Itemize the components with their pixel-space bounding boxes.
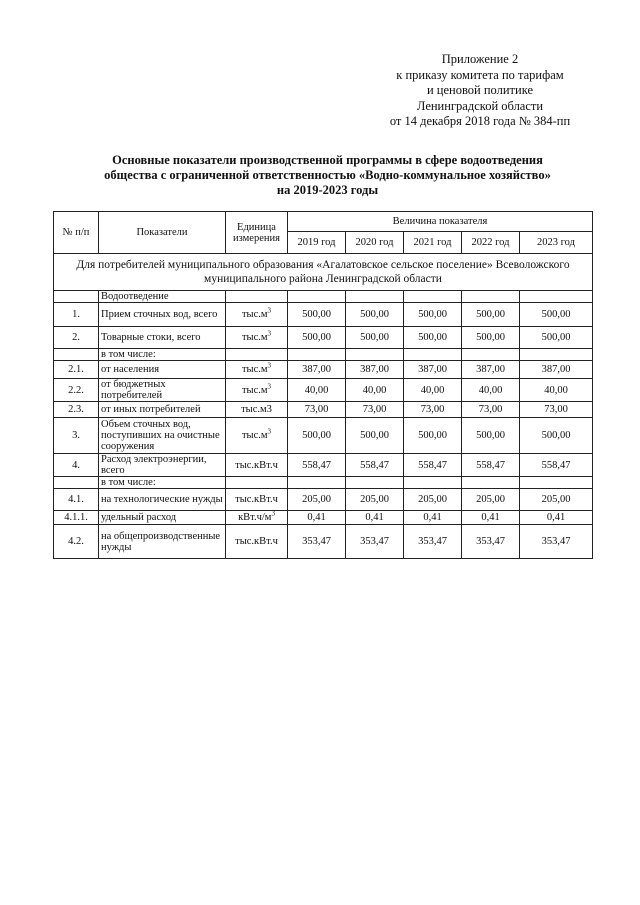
- row-value: 500,00: [520, 327, 593, 349]
- row-indicator: на технологические нужды: [99, 489, 226, 511]
- row-unit: [226, 349, 288, 361]
- row-value: [346, 477, 404, 489]
- row-value: 40,00: [288, 379, 346, 402]
- row-value: 500,00: [520, 303, 593, 327]
- row-value: 387,00: [462, 361, 520, 379]
- row-value: [346, 291, 404, 303]
- row-value: 500,00: [462, 418, 520, 454]
- unit-text: тыс.м: [241, 430, 268, 441]
- row-num: [54, 349, 99, 361]
- group-title: Для потребителей муниципального образования «Агалатовское сельское поселение» Всеволожского муниципального района Ленинградской области: [54, 254, 593, 291]
- unit-superscript: 3: [267, 361, 272, 370]
- header-value-group: Величина показателя: [288, 212, 593, 232]
- appendix-block: [360, 52, 600, 130]
- row-indicator: Расход электроэнергии, всего: [99, 454, 226, 477]
- row-value: [462, 291, 520, 303]
- row-value: [404, 349, 462, 361]
- row-indicator: Водоотведение: [99, 291, 226, 303]
- row-value: 500,00: [404, 303, 462, 327]
- row-num: 2.3.: [54, 402, 99, 418]
- unit-text: тыс.кВт.ч: [235, 459, 278, 471]
- row-value: 0,41: [346, 511, 404, 525]
- row-num: 2.: [54, 327, 99, 349]
- row-value: 353,47: [520, 525, 593, 559]
- appendix-line: Приложение 2: [441, 52, 519, 66]
- row-value: 73,00: [462, 402, 520, 418]
- header-year: 2022 год: [462, 232, 520, 254]
- row-value: 353,47: [404, 525, 462, 559]
- header-year: 2023 год: [520, 232, 593, 254]
- table-row: [54, 349, 593, 361]
- header-year: 2021 год: [404, 232, 462, 254]
- row-unit: [226, 489, 288, 511]
- table-row: [54, 477, 593, 489]
- row-value: [462, 477, 520, 489]
- appendix-line: к приказу комитета по тарифам: [396, 67, 564, 82]
- unit-superscript: 3: [267, 329, 272, 338]
- unit-text: тыс.м: [241, 309, 268, 320]
- unit-text: тыс.м3: [241, 404, 272, 415]
- row-num: [54, 477, 99, 489]
- row-value: [520, 291, 593, 303]
- row-value: [404, 477, 462, 489]
- header-year: 2019 год: [288, 232, 346, 254]
- unit-text: тыс.м: [241, 332, 268, 343]
- row-value: [462, 349, 520, 361]
- row-value: 40,00: [346, 379, 404, 402]
- table-row: [54, 511, 593, 525]
- row-unit: [226, 379, 288, 402]
- title-line: на 2019-2023 годы: [276, 183, 379, 197]
- row-indicator: от населения: [99, 361, 226, 379]
- unit-superscript: 3: [267, 382, 272, 390]
- row-unit: [226, 511, 288, 525]
- row-value: 205,00: [346, 489, 404, 511]
- row-value: 73,00: [288, 402, 346, 418]
- row-num: [54, 291, 99, 303]
- row-num: 2.1.: [54, 361, 99, 379]
- row-value: 0,41: [462, 511, 520, 525]
- row-value: 387,00: [346, 361, 404, 379]
- row-value: 73,00: [346, 402, 404, 418]
- row-value: [346, 349, 404, 361]
- row-value: 0,41: [520, 511, 593, 525]
- row-value: 205,00: [462, 489, 520, 511]
- appendix-line: и ценовой политике: [426, 83, 534, 97]
- row-value: 353,47: [346, 525, 404, 559]
- row-value: 500,00: [404, 418, 462, 454]
- row-value: 558,47: [346, 454, 404, 477]
- row-value: [520, 349, 593, 361]
- row-value: 500,00: [462, 303, 520, 327]
- row-unit: [226, 291, 288, 303]
- table-row: [54, 327, 593, 349]
- row-value: 353,47: [288, 525, 346, 559]
- row-num: 4.: [54, 454, 99, 477]
- table-row: [54, 418, 593, 454]
- row-num: 4.1.: [54, 489, 99, 511]
- row-value: [288, 291, 346, 303]
- row-value: 0,41: [404, 511, 462, 525]
- unit-text: тыс.кВт.ч: [235, 494, 278, 505]
- row-value: 500,00: [346, 418, 404, 454]
- table-row: [54, 303, 593, 327]
- header-unit: Единица измерения: [226, 212, 288, 254]
- row-num: 4.1.1.: [54, 511, 99, 525]
- row-indicator: Объем сточных вод, поступивших на очистные сооружения: [99, 418, 226, 454]
- header-num: № п/п: [54, 212, 99, 254]
- row-value: 387,00: [404, 361, 462, 379]
- document-title: [95, 153, 560, 198]
- row-num: 2.2.: [54, 379, 99, 402]
- table-row: [54, 379, 593, 402]
- appendix-line: Ленинградской области: [416, 98, 544, 113]
- row-value: 558,47: [404, 454, 462, 477]
- row-value: [520, 477, 593, 489]
- row-value: 353,47: [462, 525, 520, 559]
- table-row: [54, 402, 593, 418]
- table-row: [54, 489, 593, 511]
- row-value: 205,00: [404, 489, 462, 511]
- table-row: [54, 454, 593, 477]
- row-unit: [226, 327, 288, 349]
- row-value: 500,00: [346, 327, 404, 349]
- row-value: [404, 291, 462, 303]
- row-unit: [226, 303, 288, 327]
- row-indicator: в том числе:: [99, 349, 226, 361]
- row-num: 1.: [54, 303, 99, 327]
- row-value: 205,00: [288, 489, 346, 511]
- appendix-line: от 14 декабря 2018 года № 384-пп: [389, 114, 571, 128]
- row-value: 500,00: [346, 303, 404, 327]
- table-row: [54, 361, 593, 379]
- row-value: 500,00: [520, 418, 593, 454]
- table-row: [54, 291, 593, 303]
- row-indicator: Прием сточных вод, всего: [99, 303, 226, 327]
- row-indicator: на общепроизводственные нужды: [99, 525, 226, 559]
- row-value: 558,47: [288, 454, 346, 477]
- title-line: общества с ограниченной ответственностью «Водно-коммунальное хозяйство»: [104, 168, 551, 182]
- unit-text: тыс.м: [241, 364, 268, 375]
- row-value: 500,00: [288, 418, 346, 454]
- unit-text: кВт.ч/м: [238, 512, 272, 523]
- row-unit: [226, 525, 288, 559]
- row-unit: [226, 454, 288, 477]
- table-row: [54, 525, 593, 559]
- row-num: 4.2.: [54, 525, 99, 559]
- row-value: 500,00: [404, 327, 462, 349]
- row-unit: [226, 361, 288, 379]
- row-value: [288, 477, 346, 489]
- row-indicator: от бюджетных потребителей: [99, 379, 226, 402]
- row-value: 40,00: [462, 379, 520, 402]
- row-unit: [226, 418, 288, 454]
- header-year: 2020 год: [346, 232, 404, 254]
- row-value: 387,00: [288, 361, 346, 379]
- indicators-table: [53, 211, 593, 559]
- unit-superscript: 3: [271, 510, 275, 518]
- unit-superscript: 3: [267, 427, 272, 436]
- row-value: 558,47: [462, 454, 520, 477]
- row-value: 205,00: [520, 489, 593, 511]
- row-value: 558,47: [520, 454, 593, 477]
- row-value: 40,00: [520, 379, 593, 402]
- row-value: [288, 349, 346, 361]
- row-num: 3.: [54, 418, 99, 454]
- row-value: 500,00: [462, 327, 520, 349]
- row-value: 73,00: [520, 402, 593, 418]
- row-indicator: Товарные стоки, всего: [99, 327, 226, 349]
- unit-superscript: 3: [267, 306, 272, 315]
- row-value: 500,00: [288, 327, 346, 349]
- row-unit: [226, 402, 288, 418]
- row-value: 387,00: [520, 361, 593, 379]
- row-value: 0,41: [288, 511, 346, 525]
- row-indicator: от иных потребителей: [99, 402, 226, 418]
- unit-text: тыс.м: [241, 384, 268, 396]
- unit-text: тыс.кВт.ч: [235, 536, 278, 547]
- row-value: 500,00: [288, 303, 346, 327]
- row-indicator: удельный расход: [99, 511, 226, 525]
- title-line: Основные показатели производственной программы в сфере водоотведения: [112, 153, 543, 167]
- row-value: 40,00: [404, 379, 462, 402]
- row-unit: [226, 477, 288, 489]
- row-value: 73,00: [404, 402, 462, 418]
- row-indicator: в том числе:: [99, 477, 226, 489]
- header-indicator: Показатели: [99, 212, 226, 254]
